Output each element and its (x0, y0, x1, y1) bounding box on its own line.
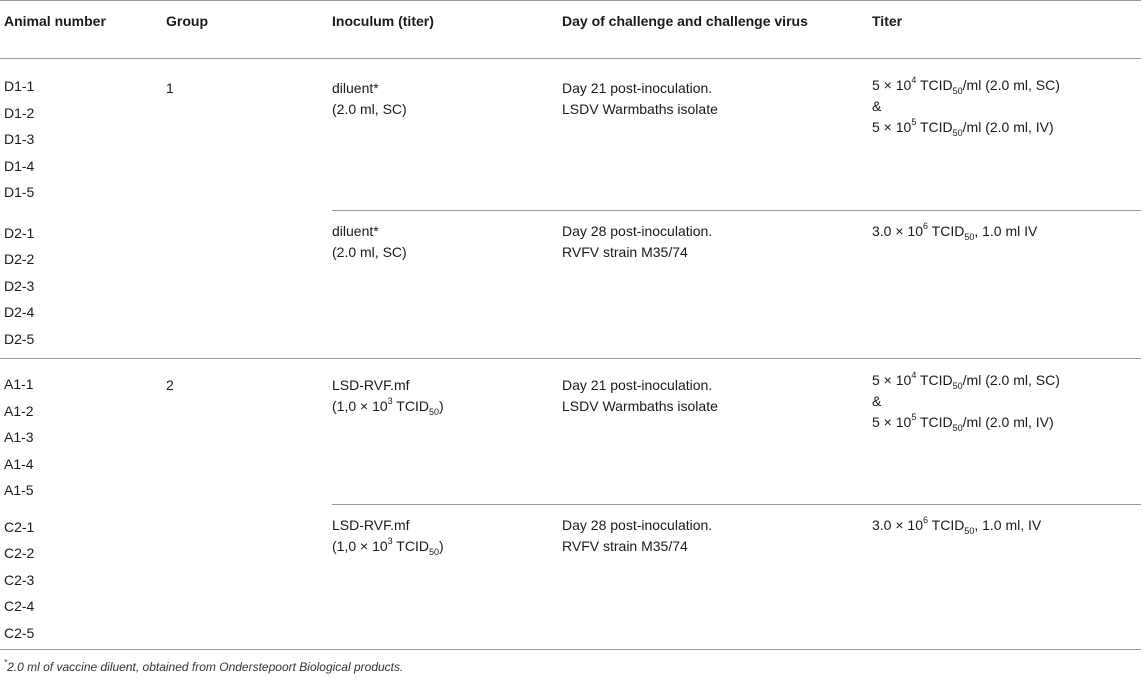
titer-line-1 (872, 370, 1141, 391)
animal-id: D2-2 (4, 251, 35, 267)
titer-subscript: 50 (964, 231, 975, 242)
inoculum-line-2: (2.0 ml, SC) (332, 244, 407, 260)
animal-id: C2-2 (4, 545, 35, 561)
inoculum-exponent: 3 (387, 536, 393, 547)
header-group: Group (166, 13, 208, 29)
inoculum-line-1: diluent* (332, 223, 379, 239)
titer-line-1 (872, 515, 1141, 536)
animal-id: D1-2 (4, 104, 35, 121)
animal-id: D1-4 (4, 157, 35, 174)
challenge-line-1: Day 28 post-inoculation. (562, 223, 713, 239)
titer-text: /ml (2.0 ml, IV) (962, 414, 1054, 430)
titer-text: /ml (2.0 ml, SC) (962, 372, 1060, 388)
animal-list (0, 505, 166, 650)
titer-line-2 (872, 117, 1141, 138)
inoculum-text: (1,0 × 10 (332, 538, 388, 554)
animal-id: A1-2 (4, 402, 34, 419)
inoculum-unit: TCID (392, 538, 429, 554)
inoculum-cell (332, 359, 562, 505)
animal-id: D1-1 (4, 78, 35, 94)
table-row (0, 359, 1141, 505)
table-footnote (4, 660, 403, 674)
animal-id: A1-1 (4, 376, 34, 392)
titer-text: 5 × 10 (872, 414, 912, 430)
titer-unit: TCID (928, 517, 965, 533)
titer-cell (872, 505, 1141, 650)
animal-id: D1-5 (4, 184, 35, 200)
titer-text: 5 × 10 (872, 119, 912, 135)
titer-exponent: 6 (923, 515, 929, 526)
titer-subscript: 50 (952, 380, 963, 391)
group-cell (166, 59, 332, 359)
animal-list (0, 59, 166, 211)
titer-exponent: 4 (911, 370, 917, 381)
inoculum-line-2 (332, 396, 562, 417)
table-row (0, 59, 1141, 211)
inoculum-line-1: LSD-RVF.mf (332, 377, 410, 393)
challenge-cell (562, 505, 872, 650)
titer-exponent: 5 (911, 117, 917, 128)
titer-text: 3.0 × 10 (872, 517, 923, 533)
titer-unit: TCID (916, 77, 953, 93)
challenge-line-2: RVFV strain M35/74 (562, 244, 688, 260)
animal-id: D2-1 (4, 224, 35, 241)
animal-id: D2-4 (4, 304, 35, 320)
titer-unit: TCID (928, 223, 965, 239)
titer-unit: TCID (916, 414, 953, 430)
animal-id: A1-3 (4, 429, 34, 445)
animal-id: C2-1 (4, 518, 35, 535)
header-challenge: Day of challenge and challenge virus (562, 13, 808, 29)
inoculum-line-2 (332, 536, 562, 557)
titer-text: , 1.0 ml, IV (974, 517, 1042, 533)
challenge-line-2: LSDV Warmbaths isolate (562, 101, 718, 117)
titer-unit: TCID (916, 119, 953, 135)
titer-cell (872, 211, 1141, 359)
inoculum-cell (332, 211, 562, 359)
inoculum-line-1: diluent* (332, 80, 379, 96)
titer-subscript: 50 (952, 85, 963, 96)
header-titer: Titer (872, 13, 903, 29)
titer-line-1 (872, 221, 1141, 242)
footnote-mark: * (4, 658, 8, 667)
animal-id: D1-3 (4, 131, 35, 147)
inoculum-line-2: (2.0 ml, SC) (332, 101, 407, 117)
titer-unit: TCID (916, 372, 953, 388)
titer-text: /ml (2.0 ml, SC) (962, 77, 1060, 93)
titer-ampersand: & (872, 393, 882, 409)
challenge-line-2: RVFV strain M35/74 (562, 538, 688, 554)
animal-id: A1-4 (4, 455, 34, 472)
challenge-cell (562, 211, 872, 359)
inoculum-unit: TCID (392, 398, 429, 414)
inoculum-subscript: 50 (428, 546, 439, 557)
titer-text: 5 × 10 (872, 372, 912, 388)
challenge-cell (562, 59, 872, 211)
challenge-cell (562, 359, 872, 505)
titer-text: , 1.0 ml IV (974, 223, 1038, 239)
animal-id: C2-3 (4, 571, 35, 588)
table-header-row (0, 1, 1141, 59)
titer-subscript: 50 (952, 127, 963, 138)
titer-exponent: 6 (923, 221, 929, 232)
titer-subscript: 50 (952, 422, 963, 433)
titer-line-2 (872, 412, 1141, 433)
animal-id: C2-4 (4, 598, 35, 614)
inoculum-exponent: 3 (387, 396, 393, 407)
titer-text: /ml (2.0 ml, IV) (962, 119, 1054, 135)
inoculum-cell (332, 59, 562, 211)
titer-line-1 (872, 75, 1141, 96)
inoculum-text: ) (439, 398, 444, 414)
challenge-line-1: Day 21 post-inoculation. (562, 80, 713, 96)
inoculum-cell (332, 505, 562, 650)
animal-id: D2-3 (4, 277, 35, 294)
titer-cell (872, 59, 1141, 211)
challenge-line-1: Day 28 post-inoculation. (562, 517, 713, 533)
group-value: 1 (166, 80, 174, 96)
group-cell (166, 359, 332, 650)
header-inoculum: Inoculum (titer) (332, 13, 434, 29)
animal-list (0, 359, 166, 505)
titer-exponent: 5 (911, 412, 917, 423)
titer-text: 3.0 × 10 (872, 223, 923, 239)
titer-cell (872, 359, 1141, 505)
inoculum-text: (1,0 × 10 (332, 398, 388, 414)
group-value: 2 (166, 377, 174, 393)
challenge-line-1: Day 21 post-inoculation. (562, 377, 713, 393)
challenge-line-2: LSDV Warmbaths isolate (562, 398, 718, 414)
animal-id: D2-5 (4, 330, 35, 347)
titer-ampersand: & (872, 98, 882, 114)
titer-text: 5 × 10 (872, 77, 912, 93)
inoculum-subscript: 50 (428, 406, 439, 417)
footnote-text: 2.0 ml of vaccine diluent, obtained from Onderstepoort Biological products. (7, 660, 404, 674)
animal-id: A1-5 (4, 482, 34, 498)
titer-subscript: 50 (964, 525, 975, 536)
inoculum-text: ) (439, 538, 444, 554)
titer-exponent: 4 (911, 75, 917, 86)
header-animal-number: Animal number (4, 13, 106, 29)
animal-list (0, 211, 166, 359)
animal-id: C2-5 (4, 624, 35, 641)
inoculum-line-1: LSD-RVF.mf (332, 517, 410, 533)
